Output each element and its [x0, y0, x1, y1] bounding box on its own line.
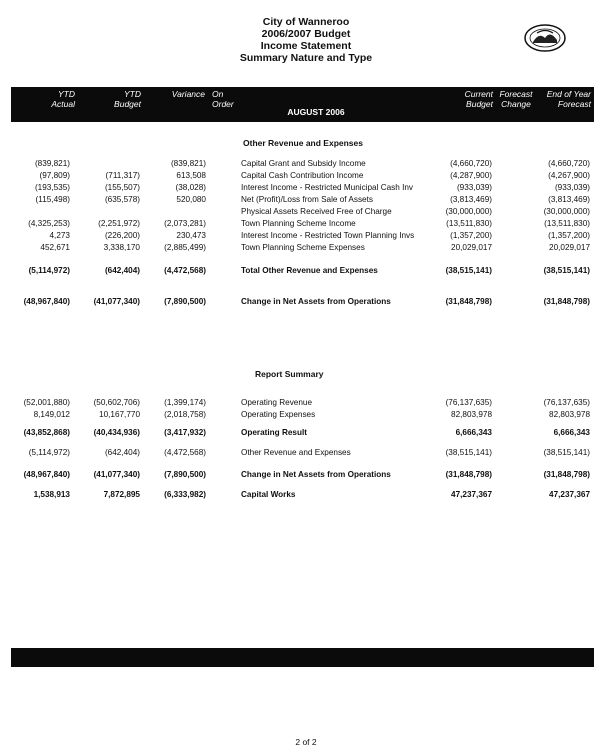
table-row: 8,149,012 10,167,770 (2,018,758) Operating Expenses 82,803,978 82,803,978: [33, 410, 590, 419]
change-net-assets-row: (48,967,840) (41,077,340) (7,890,500) Change in Net Assets from Operations (31,848,798) (31,848,798): [23, 297, 590, 306]
table-row: Physical Assets Received Free of Charge (30,000,000) (30,000,000): [241, 207, 590, 216]
col-header-forecast-change: Forecast Change: [499, 89, 533, 109]
report-title: [0, 16, 612, 64]
col-header-on-order: On Order: [212, 89, 234, 109]
period-label: AUGUST 2006: [287, 107, 345, 117]
section-title-summary: Report Summary: [255, 369, 324, 379]
table-row: (115,498) (635,578) 520,080 Net (Profit)/Loss from Sale of Assets (3,813,469) (3,813,469): [35, 195, 590, 204]
col-header-variance: Variance: [171, 89, 205, 99]
footer-bar: [11, 648, 594, 667]
table-row: (193,535) (155,507) (38,028) Interest Income - Restricted Municipal Cash Inv (933,039) (933,039): [34, 183, 590, 192]
change-net-assets-row: (48,967,840) (41,077,340) (7,890,500) Change in Net Assets from Operations (31,848,798) (31,848,798): [23, 470, 590, 479]
total-row: (5,114,972) (642,404) (4,472,568) Total Other Revenue and Expenses (38,515,141) (38,515,141): [28, 266, 590, 275]
col-header-ytd-actual: YTD Actual: [51, 89, 75, 109]
title-line-2: 2006/2007 Budget: [261, 28, 351, 40]
table-row: (4,325,253) (2,251,972) (2,073,281) Town Planning Scheme Income (13,511,830) (13,511,830): [28, 219, 590, 228]
column-header-bar: [11, 87, 594, 122]
col-header-ytd-budget: YTD Budget: [114, 89, 141, 109]
col-header-end-of-year: End of Year Forecast: [546, 89, 591, 109]
page-number: 2 of 2: [295, 737, 317, 747]
operating-result-row: (43,852,868) (40,434,936) (3,417,932) Operating Result 6,666,343 6,666,343: [23, 428, 590, 437]
city-seal-logo: [523, 24, 567, 52]
title-line-3: Income Statement: [260, 40, 352, 52]
section-title-other: Other Revenue and Expenses: [243, 138, 363, 148]
title-line-1: City of Wanneroo: [262, 16, 350, 28]
table-row: 452,671 3,338,170 (2,885,499) Town Planning Scheme Expenses 20,029,017 20,029,017: [40, 243, 590, 252]
col-header-current-budget: Current Budget: [464, 89, 493, 109]
title-line-4: Summary Nature and Type: [239, 52, 373, 64]
table-row: (97,809) (711,317) 613,508 Capital Cash Contribution Income (4,287,900) (4,267,900): [39, 171, 590, 180]
table-row: (52,001,880) (50,602,706) (1,399,174) Operating Revenue (76,137,635) (76,137,635): [23, 398, 590, 407]
table-row: (839,821) (839,821) Capital Grant and Subsidy Income (4,660,720) (4,660,720): [34, 159, 590, 168]
capital-works-row: 1,538,913 7,872,895 (6,333,982) Capital Works 47,237,367 47,237,367: [33, 490, 590, 499]
table-row: 4,273 (226,200) 230,473 Interest Income - Restricted Town Planning Invs (1,357,200) (1,357,200): [49, 231, 590, 240]
table-row: (5,114,972) (642,404) (4,472,568) Other Revenue and Expenses (38,515,141) (38,515,141): [28, 448, 590, 457]
